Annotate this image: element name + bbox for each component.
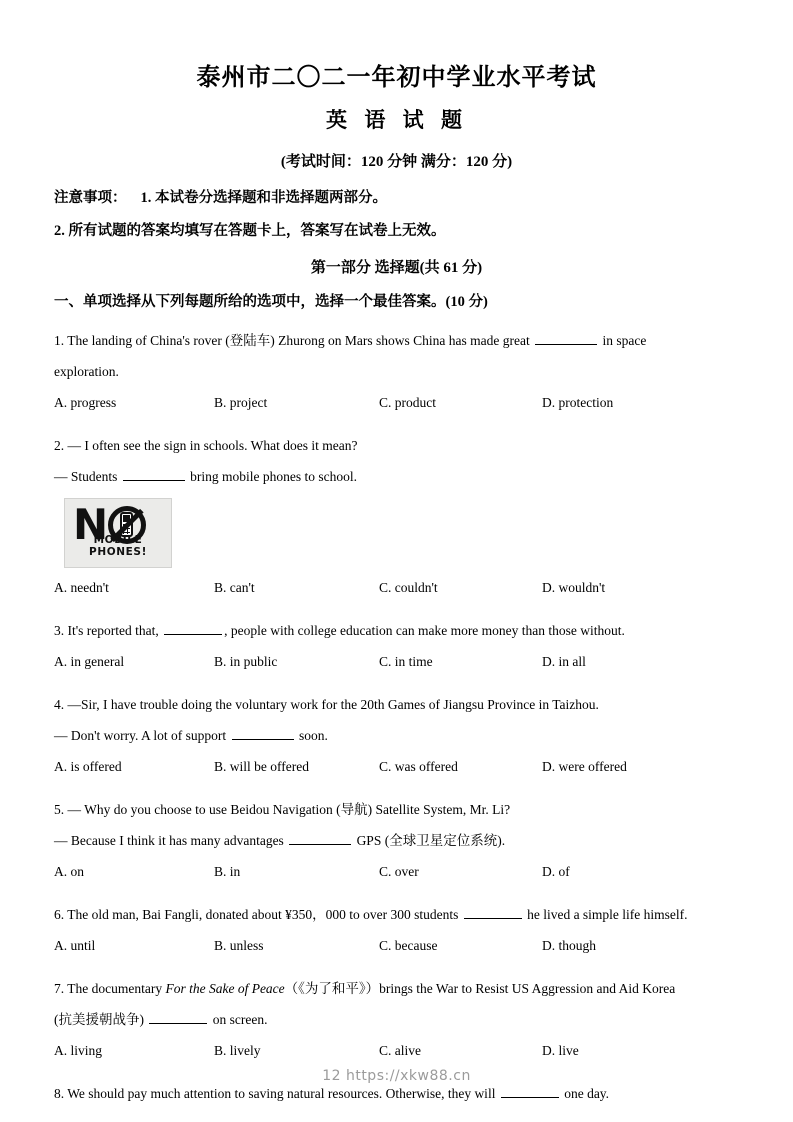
option-d[interactable]: D. wouldn't	[542, 580, 606, 595]
question-3-text-b: , people with college education can make more money than those without.	[224, 623, 625, 638]
answer-blank[interactable]	[232, 727, 294, 740]
footer-watermark: 12 https://xkw88.cn	[322, 1068, 471, 1084]
question-3-options	[54, 646, 739, 677]
notice-label: 注意事项：	[54, 190, 127, 206]
option-b[interactable]: B. lively	[214, 1043, 261, 1058]
option-b[interactable]: B. in public	[214, 654, 278, 669]
option-b[interactable]: B. project	[214, 395, 268, 410]
question-2-options	[54, 572, 739, 603]
option-c[interactable]: C. was offered	[379, 759, 458, 774]
question-1-text-a: 1. The landing of China's rover (登陆车) Zhurong on Mars shows China has made great	[54, 333, 534, 348]
question-4-text-a: — Don't worry. A lot of support	[54, 728, 230, 743]
question-4	[54, 677, 739, 782]
option-b[interactable]: B. in	[214, 864, 241, 879]
question-5-text-a: — Because I think it has many advantages	[54, 833, 288, 848]
exam-meta: (考试时间：120 分钟 满分：120 分)	[280, 154, 513, 170]
answer-blank[interactable]	[149, 1011, 207, 1024]
page-title: 泰州市二〇二一年初中学业水平考试	[196, 62, 597, 91]
answer-blank[interactable]	[289, 832, 351, 845]
question-1-options	[54, 387, 739, 418]
answer-blank[interactable]	[501, 1085, 559, 1098]
question-6-stem	[54, 899, 739, 930]
option-d[interactable]: D. in all	[542, 654, 586, 669]
notice-item-1: 1. 本试卷分选择题和非选择题两部分。	[140, 190, 387, 206]
option-a[interactable]: A. needn't	[54, 580, 109, 595]
question-2-text-a: — Students	[54, 469, 121, 484]
question-4-stem-cont	[54, 720, 739, 751]
question-7-stem	[54, 973, 739, 1004]
option-a[interactable]: A. living	[54, 1043, 103, 1058]
option-b[interactable]: B. can't	[214, 580, 255, 595]
question-4-text-b: soon.	[295, 728, 328, 743]
question-7-text-d: on screen.	[209, 1012, 268, 1027]
answer-blank[interactable]	[164, 622, 222, 635]
page-subtitle: 英 语 试 题	[326, 107, 467, 132]
question-7-stem-cont	[54, 1004, 739, 1035]
option-c[interactable]: C. because	[379, 938, 438, 953]
question-7-options	[54, 1035, 739, 1066]
question-7-text-c: (抗美援朝战争)	[54, 1012, 148, 1027]
option-a[interactable]: A. until	[54, 938, 96, 953]
question-7-title-italic: For the Sake of Peace	[165, 981, 285, 996]
question-1	[54, 313, 739, 418]
question-5-text-b: GPS (全球卫星定位系统).	[353, 833, 506, 848]
question-7	[54, 961, 739, 1066]
option-c[interactable]: C. alive	[379, 1043, 421, 1058]
question-5-stem-cont	[54, 825, 739, 856]
option-b[interactable]: B. will be offered	[214, 759, 309, 774]
question-6-options	[54, 930, 739, 961]
question-7-text-a: 7. The documentary	[54, 981, 166, 996]
question-1-stem-cont: exploration.	[54, 364, 119, 379]
part-title: 第一部分 选择题(共 61 分)	[310, 260, 483, 276]
option-c[interactable]: C. over	[379, 864, 419, 879]
question-4-stem: 4. —Sir, I have trouble doing the voluntary work for the 20th Games of Jiangsu Province in Taizhou.	[54, 697, 599, 712]
answer-blank[interactable]	[535, 332, 597, 345]
question-2-text-b: bring mobile phones to school.	[186, 469, 357, 484]
answer-blank[interactable]	[123, 468, 185, 481]
option-a[interactable]: A. progress	[54, 395, 117, 410]
option-d[interactable]: D. were offered	[542, 759, 627, 774]
option-a[interactable]: A. in general	[54, 654, 125, 669]
question-1-stem	[54, 325, 739, 356]
question-6-text-b: he lived a simple life himself.	[523, 907, 688, 922]
question-5-options	[54, 856, 739, 887]
question-2-figure	[54, 492, 739, 572]
question-8-text-b: one day.	[560, 1086, 610, 1101]
notice-line-1	[54, 173, 739, 209]
question-7-text-b: （《为了和平》）brings the War to Resist US Aggression and Aid Korea	[284, 981, 676, 996]
question-3-text-a: 3. It's reported that,	[54, 623, 163, 638]
option-a[interactable]: A. on	[54, 864, 84, 879]
question-1-text-b: in space	[599, 333, 647, 348]
question-3	[54, 603, 739, 677]
question-6	[54, 887, 739, 961]
notice-line-2: 2. 所有试题的答案均填写在答题卡上，答案写在试卷上无效。	[54, 223, 446, 239]
question-6-text-a: 6. The old man, Bai Fangli, donated about ¥350，000 to over 300 students	[54, 907, 462, 922]
question-5-stem: 5. — Why do you choose to use Beidou Navigation (导航) Satellite System, Mr. Li?	[54, 802, 511, 817]
option-b[interactable]: B. unless	[214, 938, 264, 953]
option-c[interactable]: C. product	[379, 395, 436, 410]
option-a[interactable]: A. is offered	[54, 759, 122, 774]
question-2-stem: 2. — I often see the sign in schools. What does it mean?	[54, 438, 358, 453]
question-4-options	[54, 751, 739, 782]
section-title: 一、单项选择从下列每题所给的选项中，选择一个最佳答案。(10 分)	[54, 294, 488, 310]
option-d[interactable]: D. though	[542, 938, 596, 953]
question-3-stem	[54, 615, 739, 646]
sign-caption: MOBILE PHONES!	[89, 534, 147, 558]
question-2-stem-cont	[54, 461, 739, 492]
option-d[interactable]: D. live	[542, 1043, 579, 1058]
question-2	[54, 418, 739, 603]
option-d[interactable]: D. of	[542, 864, 570, 879]
letter-n: N	[73, 500, 108, 549]
option-c[interactable]: C. couldn't	[379, 580, 438, 595]
question-5	[54, 782, 739, 887]
option-c[interactable]: C. in time	[379, 654, 433, 669]
question-8-text-a: 8. We should pay much attention to saving natural resources. Otherwise, they will	[54, 1086, 499, 1101]
option-d[interactable]: D. protection	[542, 395, 614, 410]
no-mobile-phones-sign	[64, 498, 172, 568]
answer-blank[interactable]	[464, 906, 522, 919]
